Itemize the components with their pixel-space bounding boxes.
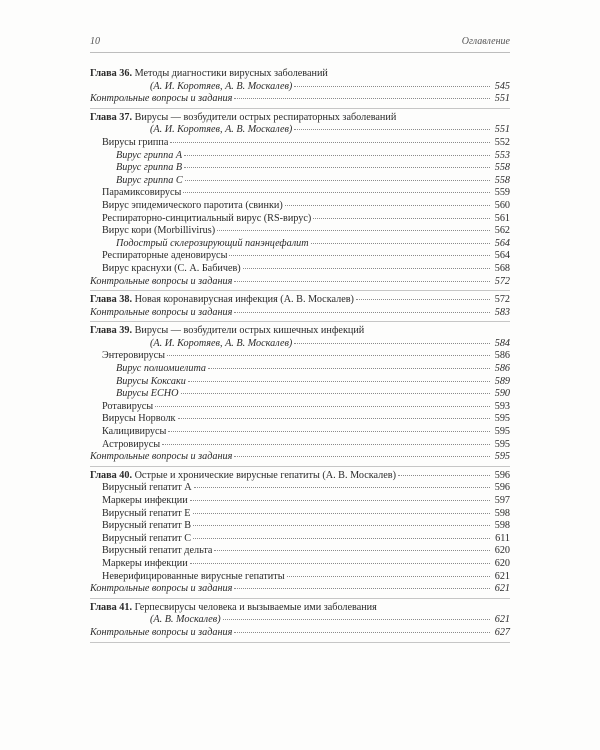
page-ref: 572 (494, 275, 510, 287)
page-ref: 586 (494, 350, 510, 362)
page-ref: 568 (494, 262, 510, 274)
toc-questions-entry[interactable] (90, 583, 510, 596)
toc-entry[interactable] (90, 439, 510, 452)
toc-entry[interactable] (90, 571, 510, 584)
toc-entry[interactable] (90, 250, 510, 263)
dot-leader (234, 312, 490, 313)
page-ref: 620 (494, 545, 510, 557)
entry-title: Вирусный гепатит дельта (102, 545, 213, 557)
toc-entry[interactable] (90, 413, 510, 426)
toc-entry[interactable] (90, 263, 510, 276)
toc-authors-line[interactable] (90, 124, 510, 137)
toc-questions-entry[interactable] (90, 627, 510, 640)
chapter-label: Глава 41. (90, 601, 133, 613)
page-ref: 595 (494, 413, 510, 425)
page-ref: 572 (494, 294, 510, 306)
entry-title: (А. И. Коротяев, А. В. Москалев) (150, 337, 293, 349)
entry-title: Контрольные вопросы и задания (90, 306, 233, 318)
toc-entry-text (102, 533, 191, 546)
toc-entry-text (90, 602, 377, 615)
dot-leader (294, 343, 490, 344)
entry-title: Вирусы Норволк (102, 413, 176, 425)
toc-entry[interactable] (90, 533, 510, 546)
running-title: Оглавление (461, 36, 510, 47)
page-ref: 562 (494, 225, 510, 237)
entry-title: Вирус гриппа С (116, 174, 183, 186)
toc-entry-text (102, 413, 176, 426)
toc-section (90, 599, 510, 643)
dot-leader (183, 192, 490, 193)
dot-leader (287, 576, 490, 577)
dot-leader (185, 180, 490, 181)
entry-title: Ротавирусы (102, 400, 154, 412)
dot-leader (188, 381, 490, 382)
dot-leader (193, 513, 490, 514)
toc-entry[interactable] (90, 376, 510, 389)
entry-title: Вирус кори (Morbillivirus) (102, 225, 216, 237)
page-ref: 558 (494, 174, 510, 186)
toc-entry-text (102, 520, 191, 533)
toc-entry-text (90, 627, 232, 640)
toc-entry-text (102, 350, 165, 363)
dot-leader (398, 475, 490, 476)
entry-title: Астровирусы (102, 438, 161, 450)
toc-entry-text (102, 508, 191, 521)
entry-title: Герпесвирусы человека и вызываемые ими заболевания (134, 601, 377, 613)
toc-entry-text (102, 558, 188, 571)
toc-entry[interactable] (90, 162, 510, 175)
toc-entry-text (90, 294, 354, 307)
toc-chapter-entry[interactable] (90, 112, 510, 125)
chapter-label: Глава 36. (90, 68, 133, 79)
toc-entry-text (150, 614, 221, 627)
toc-authors-line[interactable] (90, 81, 510, 94)
toc-section (90, 68, 510, 109)
toc-entry[interactable] (90, 545, 510, 558)
dot-leader (234, 98, 490, 99)
dot-leader (229, 255, 490, 256)
page-ref: 558 (494, 162, 510, 174)
dot-leader (285, 205, 490, 206)
toc-chapter-entry[interactable] (90, 68, 510, 81)
page-ref: 593 (494, 400, 510, 412)
toc-entry[interactable] (90, 388, 510, 401)
toc-section (90, 467, 510, 599)
dot-leader (294, 86, 490, 87)
dot-leader (170, 142, 490, 143)
dot-leader (234, 632, 490, 633)
dot-leader (234, 456, 490, 457)
page-ref: 551 (494, 124, 510, 136)
page-ref: 586 (494, 363, 510, 375)
page-ref: 552 (494, 136, 510, 148)
dot-leader (193, 525, 490, 526)
chapter-label: Глава 38. (90, 294, 133, 306)
dot-leader (294, 129, 490, 130)
toc-entry[interactable] (90, 238, 510, 251)
dot-leader (184, 167, 490, 168)
dot-leader (162, 444, 490, 445)
toc-entry-text (116, 150, 182, 163)
toc-entry-text (90, 112, 396, 125)
page-ref: 551 (494, 93, 510, 105)
toc-entry-text (116, 388, 179, 401)
entry-title: Вирусный гепатит Е (102, 507, 191, 519)
toc-entry[interactable] (90, 200, 510, 213)
dot-leader (190, 563, 490, 564)
page-ref: 598 (494, 507, 510, 519)
entry-title: Подострый склерозирующий панэнцефалит (116, 237, 309, 249)
toc-section (90, 322, 510, 467)
toc-entry-text (102, 137, 168, 150)
entry-title: Вирус краснухи (С. А. Бабичев) (102, 262, 241, 274)
entry-title: Вирусный гепатит В (102, 520, 192, 532)
page-ref: 553 (494, 149, 510, 161)
toc-entry[interactable] (90, 495, 510, 508)
toc-entry-text (116, 175, 183, 188)
entry-title: Маркеры инфекции (102, 557, 188, 569)
toc-entry-text (102, 426, 166, 439)
toc-chapter-entry[interactable] (90, 602, 510, 615)
entry-title: Маркеры инфекции (102, 495, 188, 506)
dot-leader (178, 418, 491, 419)
page-ref: 584 (494, 337, 510, 349)
entry-title: Вирус гриппа В (116, 162, 183, 174)
dot-leader (181, 393, 491, 394)
toc-entry[interactable] (90, 225, 510, 238)
toc-entry-text (90, 451, 232, 464)
toc-entry-text (116, 238, 309, 251)
toc-entry-text (102, 482, 192, 495)
toc-entry-text (116, 162, 182, 175)
entry-title: (А. И. Коротяев, А. В. Москалев) (150, 80, 293, 92)
page-ref: 589 (494, 375, 510, 387)
entry-title: Вирусы — возбудители острых респираторных заболеваний (134, 111, 397, 123)
page-ref: 596 (494, 469, 510, 481)
entry-title: Острые и хронические вирусные гепатиты (А. В. Москалев) (134, 469, 396, 481)
toc-entry-text (102, 495, 188, 508)
toc-entry[interactable] (90, 482, 510, 495)
toc-entry[interactable] (90, 213, 510, 226)
toc-entry-text (150, 124, 292, 137)
page-ref: 595 (494, 426, 510, 438)
page-ref: 583 (494, 306, 510, 318)
toc-entry[interactable] (90, 508, 510, 521)
toc-questions-entry[interactable] (90, 307, 510, 320)
toc-entry-text (150, 81, 292, 94)
entry-title: Респираторно-синцитиальный вирус (RS-вирус) (102, 212, 312, 224)
dot-leader (243, 268, 490, 269)
chapter-label: Глава 39. (90, 325, 133, 337)
entry-title: Контрольные вопросы и задания (90, 93, 233, 105)
page-ref: 564 (494, 237, 510, 249)
entry-title: (А. В. Москалев) (150, 614, 221, 626)
toc-entry-text (90, 93, 232, 106)
page-ref: 627 (494, 626, 510, 638)
toc-entry-text (102, 571, 285, 584)
dot-leader (311, 243, 490, 244)
toc-authors-line[interactable] (90, 614, 510, 627)
page-ref: 621 (494, 570, 510, 582)
toc-entry-text (150, 338, 292, 351)
toc-entry[interactable] (90, 350, 510, 363)
toc-section (90, 109, 510, 291)
dot-leader (190, 500, 490, 501)
toc-entry-text (102, 545, 212, 558)
toc-authors-line[interactable] (90, 338, 510, 351)
table-of-contents (90, 68, 510, 643)
page-ref: 621 (494, 583, 510, 595)
page-ref: 564 (494, 250, 510, 262)
dot-leader (313, 218, 490, 219)
toc-chapter-entry[interactable] (90, 470, 510, 483)
toc-entry[interactable] (90, 137, 510, 150)
toc-section (90, 291, 510, 322)
toc-entry-text (90, 307, 232, 320)
page-ref: 545 (494, 80, 510, 92)
toc-chapter-entry[interactable] (90, 294, 510, 307)
dot-leader (234, 588, 490, 589)
toc-entry-text (90, 325, 364, 338)
entry-title: (А. И. Коротяев, А. В. Москалев) (150, 124, 293, 136)
toc-entry[interactable] (90, 150, 510, 163)
entry-title: Вирусный гепатит С (102, 532, 192, 544)
entry-title: Вирусы — возбудители острых кишечных инфекций (134, 325, 365, 337)
page-ref: 598 (494, 520, 510, 532)
dot-leader (167, 355, 490, 356)
entry-title: Контрольные вопросы и задания (90, 626, 233, 638)
dot-leader (193, 538, 490, 539)
page-ref: 559 (494, 187, 510, 199)
toc-entry[interactable] (90, 426, 510, 439)
toc-entry-text (102, 439, 160, 452)
page-ref: 611 (495, 532, 510, 544)
toc-entry-text (90, 583, 232, 596)
toc-entry[interactable] (90, 187, 510, 200)
toc-entry-text (90, 276, 232, 289)
page-ref: 560 (494, 199, 510, 211)
page-ref: 590 (494, 388, 510, 400)
running-header (90, 36, 510, 53)
toc-questions-entry[interactable] (90, 276, 510, 289)
entry-title: Новая коронавирусная инфекция (А. В. Москалев) (134, 294, 354, 306)
page-ref: 595 (494, 438, 510, 450)
toc-entry-text (90, 470, 396, 483)
entry-title: Контрольные вопросы и задания (90, 583, 233, 595)
toc-entry[interactable] (90, 520, 510, 533)
toc-entry-text (102, 200, 283, 213)
dot-leader (184, 155, 490, 156)
dot-leader (356, 299, 490, 300)
toc-entry-text (116, 363, 206, 376)
toc-chapter-entry[interactable] (90, 325, 510, 338)
entry-title: Вирусы гриппа (102, 136, 169, 148)
toc-entry-text (116, 376, 186, 389)
page-number: 10 (90, 36, 100, 47)
entry-title: Вирус эпидемического паротита (свинки) (102, 199, 283, 211)
dot-leader (208, 368, 490, 369)
page-ref: 620 (494, 557, 510, 569)
toc-entry-text (90, 68, 328, 81)
entry-title: Калицивирусы (102, 426, 167, 438)
toc-entry-text (102, 187, 181, 200)
toc-entry[interactable] (90, 401, 510, 414)
page-ref: 596 (494, 482, 510, 494)
dot-leader (214, 550, 490, 551)
entry-title: Вирусный гепатит А (102, 482, 192, 494)
dot-leader (194, 487, 490, 488)
entry-title: Вирусы ECHO (116, 388, 179, 400)
page-ref: 561 (494, 212, 510, 224)
toc-entry-text (102, 225, 215, 238)
toc-entry[interactable] (90, 558, 510, 571)
toc-entry[interactable] (90, 363, 510, 376)
dot-leader (155, 406, 490, 407)
entry-title: Вирус гриппа А (116, 149, 183, 161)
dot-leader (234, 281, 490, 282)
entry-title: Респираторные аденовирусы (102, 250, 228, 262)
dot-leader (168, 431, 490, 432)
entry-title: Энтеровирусы (102, 350, 166, 362)
page-ref: 621 (494, 614, 510, 626)
dot-leader (223, 619, 490, 620)
toc-entry[interactable] (90, 175, 510, 188)
entry-title: Вирусы Коксаки (116, 375, 186, 387)
toc-entry-text (102, 263, 241, 276)
page-ref: 595 (494, 451, 510, 463)
entry-title: Методы диагностики вирусных заболеваний (134, 68, 328, 79)
toc-questions-entry[interactable] (90, 93, 510, 106)
entry-title: Вирус полиомиелита (116, 363, 207, 375)
toc-entry-text (102, 401, 153, 414)
chapter-label: Глава 40. (90, 469, 133, 481)
chapter-label: Глава 37. (90, 111, 133, 123)
entry-title: Неверифицированные вирусные гепатиты (102, 570, 285, 582)
page-ref: 597 (494, 495, 510, 506)
dot-leader (217, 230, 490, 231)
toc-questions-entry[interactable] (90, 451, 510, 464)
toc-entry-text (102, 213, 311, 226)
entry-title: Парамиксовирусы (102, 187, 182, 199)
entry-title: Контрольные вопросы и задания (90, 451, 233, 463)
entry-title: Контрольные вопросы и задания (90, 275, 233, 287)
toc-entry-text (102, 250, 227, 263)
